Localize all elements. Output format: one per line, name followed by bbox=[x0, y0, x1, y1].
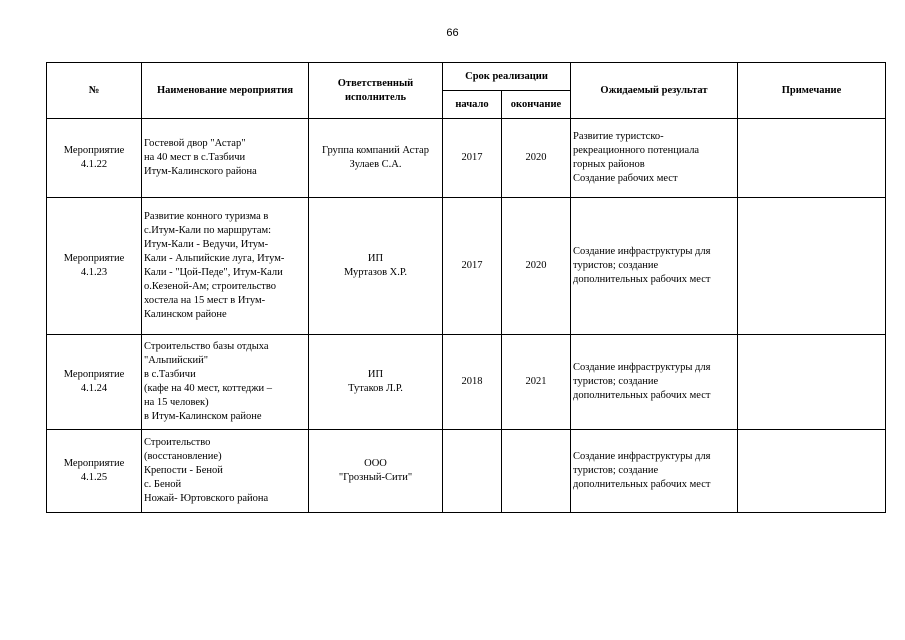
event-name-cell: Развитие конного туризма в с.Итум-Кали по маршрутам: Итум-Кали - Ведучи, Итум- Кали - Альпийские луга, Итум- Кали - "Цой-Педе", Итум-Кали о.Кезеной-Ам; строительство хостела на 15 мест в Итум- Калинском районе bbox=[142, 198, 309, 335]
event-id-cell: Мероприятие 4.1.22 bbox=[47, 119, 142, 198]
event-id-cell: Мероприятие 4.1.23 bbox=[47, 198, 142, 335]
responsible-cell: Группа компаний Астар Зулаев С.А. bbox=[309, 119, 443, 198]
header-row-top bbox=[47, 63, 886, 91]
note-cell bbox=[738, 335, 886, 430]
table-row bbox=[47, 335, 886, 430]
event-name-cell: Гостевой двор "Астар" на 40 мест в с.Тазбичи Итум-Калинского района bbox=[142, 119, 309, 198]
note-cell bbox=[738, 198, 886, 335]
end-year-cell: 2021 bbox=[502, 335, 571, 430]
end-year-cell: 2020 bbox=[502, 198, 571, 335]
header-term: Срок реализации bbox=[443, 63, 571, 91]
header-expected-result: Ожидаемый результат bbox=[571, 63, 738, 119]
expected-result-cell: Создание инфраструктуры для туристов; создание дополнительных рабочих мест bbox=[571, 335, 738, 430]
header-number: № bbox=[47, 63, 142, 119]
page-number: 66 bbox=[446, 27, 459, 39]
expected-result-cell: Развитие туристско- рекреационного потенциала горных районов Создание рабочих мест bbox=[571, 119, 738, 198]
expected-result-cell: Создание инфраструктуры для туристов; создание дополнительных рабочих мест bbox=[571, 430, 738, 513]
table-row bbox=[47, 119, 886, 198]
end-year-cell bbox=[502, 430, 571, 513]
header-event-name: Наименование мероприятия bbox=[142, 63, 309, 119]
start-year-cell: 2018 bbox=[443, 335, 502, 430]
expected-result-cell: Создание инфраструктуры для туристов; создание дополнительных рабочих мест bbox=[571, 198, 738, 335]
header-note: Примечание bbox=[738, 63, 886, 119]
event-name-cell: Строительство базы отдыха "Альпийский" в с.Тазбичи (кафе на 40 мест, коттеджи – на 15 человек) в Итум-Калинском районе bbox=[142, 335, 309, 430]
start-year-cell: 2017 bbox=[443, 119, 502, 198]
responsible-cell: ООО "Грозный-Сити" bbox=[309, 430, 443, 513]
header-responsible: Ответственный исполнитель bbox=[309, 63, 443, 119]
event-name-cell: Строительство (восстановление) Крепости - Беной с. Беной Ножай- Юртовского района bbox=[142, 430, 309, 513]
table-row bbox=[47, 198, 886, 335]
note-cell bbox=[738, 430, 886, 513]
responsible-cell: ИП Муртазов Х.Р. bbox=[309, 198, 443, 335]
responsible-cell: ИП Тутаков Л.Р. bbox=[309, 335, 443, 430]
header-end: окончание bbox=[502, 91, 571, 119]
start-year-cell bbox=[443, 430, 502, 513]
event-id-cell: Мероприятие 4.1.24 bbox=[47, 335, 142, 430]
note-cell bbox=[738, 119, 886, 198]
events-table bbox=[46, 62, 886, 513]
end-year-cell: 2020 bbox=[502, 119, 571, 198]
event-id-cell: Мероприятие 4.1.25 bbox=[47, 430, 142, 513]
header-start: начало bbox=[443, 91, 502, 119]
start-year-cell: 2017 bbox=[443, 198, 502, 335]
table-row bbox=[47, 430, 886, 513]
